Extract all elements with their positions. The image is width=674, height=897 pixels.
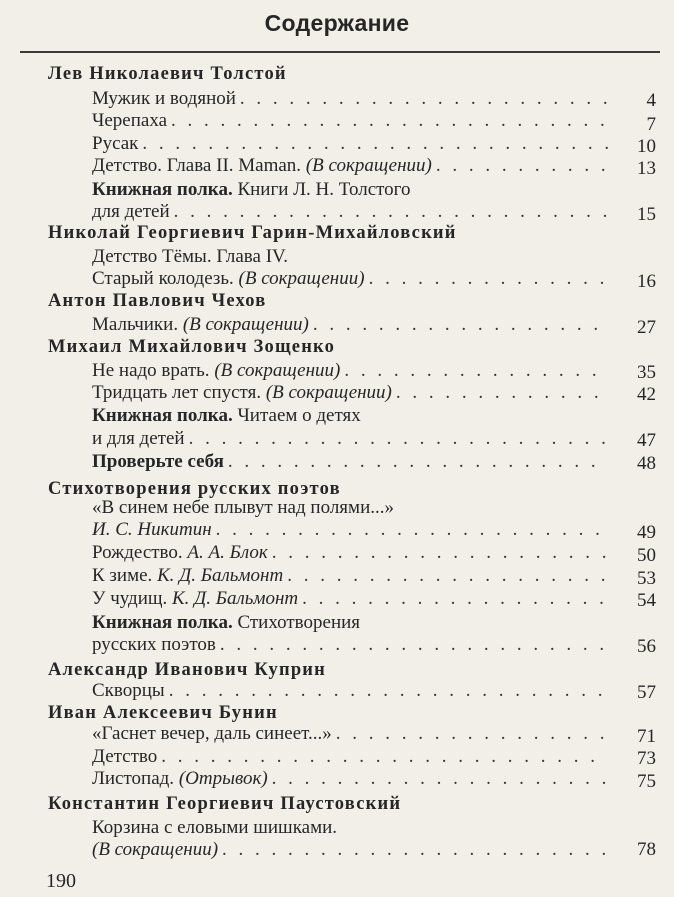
author-heading-paustovsky: Константин Георгиевич Паустовский: [48, 794, 402, 814]
toc-entry-v-sinem-nebe-author[interactable]: И. С. Никитин . . .: [92, 519, 608, 543]
toc-entry-rozhdestvo[interactable]: Рождество. А. А. Блок . . .: [92, 542, 608, 566]
toc-entry-detstvo-bunin[interactable]: Детство . . .: [92, 746, 608, 770]
toc-entry-k-zime[interactable]: К зиме. К. Д. Бальмонт . . .: [92, 565, 608, 589]
toc-entry-shelf-tolstoy[interactable]: Книжная полка. Книги Л. Н. Толстого: [92, 179, 411, 200]
leader-dots: [220, 634, 608, 656]
toc-entry-shelf-deti-cont[interactable]: и для детей . . .: [92, 428, 608, 452]
toc-entry-rusak[interactable]: Русак . . .: [92, 133, 608, 157]
page-ref-muzhik: 4: [646, 90, 656, 111]
page-ref-u-chudishch: 54: [637, 590, 656, 611]
toc-entry-malchiki[interactable]: Мальчики. (В сокращении) . . .: [92, 314, 608, 338]
page-ref-shelf-poems: 56: [637, 636, 656, 657]
page-number: 190: [46, 870, 76, 892]
toc-entry-skvortsy[interactable]: Скворцы . . .: [92, 680, 608, 704]
author-heading-kuprin: Александр Иванович Куприн: [48, 660, 327, 680]
leader-dots: [344, 360, 608, 382]
toc-entry-shelf-poems[interactable]: Книжная полка. Стихотворения: [92, 612, 361, 633]
leader-dots: [171, 110, 608, 132]
toc-entry-muzhik[interactable]: Мужик и водяной . . .: [92, 88, 608, 112]
leader-dots: [272, 768, 608, 790]
page-ref-rozhdestvo: 50: [637, 545, 656, 566]
leader-dots: [272, 542, 608, 564]
page-ref-rusak: 10: [637, 136, 656, 157]
leader-dots: [240, 88, 608, 110]
toc-entry-gasnet-vecher[interactable]: «Гаснет вечер, даль синеет...» . . .: [92, 723, 608, 747]
leader-dots: [174, 201, 608, 223]
leader-dots: [313, 314, 608, 336]
toc-entry-shelf-tolstoy-cont[interactable]: для детей . . .: [92, 201, 608, 225]
toc-entry-korzina-cont[interactable]: (В сокращении) . . .: [92, 839, 608, 863]
page-ref-korzina: 78: [637, 839, 656, 860]
author-heading-zoshchenko: Михаил Михайлович Зощенко: [48, 337, 336, 357]
toc-entry-cherepakha[interactable]: Черепаха . . .: [92, 110, 608, 134]
toc-entry-detstvo-tolstoy[interactable]: Детство. Глава II. Maman. (В сокращении) . . .: [92, 155, 608, 179]
leader-dots: [189, 428, 608, 450]
page-ref-tridtsat-let: 42: [637, 384, 656, 405]
author-heading-bunin: Иван Алексеевич Бунин: [48, 703, 278, 723]
page-ref-gasnet-vecher: 71: [637, 726, 656, 747]
toc-entry-listopad[interactable]: Листопад. (Отрывок) . . .: [92, 768, 608, 792]
toc-entry-proverte-sebya[interactable]: Проверьте себя . . .: [92, 451, 608, 475]
author-heading-chekhov: Антон Павлович Чехов: [48, 291, 267, 311]
leader-dots: [161, 746, 608, 768]
title-rule: [20, 51, 660, 53]
page-ref-shelf-tolstoy: 15: [637, 204, 656, 225]
page-ref-listopad: 75: [637, 771, 656, 792]
toc-entry-korzina[interactable]: Корзина с еловыми шишками.: [92, 817, 338, 838]
page-ref-detstvo-tolstoy: 13: [637, 158, 656, 179]
leader-dots: [302, 588, 608, 610]
toc-entry-tridtsat-let[interactable]: Тридцать лет спустя. (В сокращении) . . .: [92, 382, 608, 406]
author-heading-garin: Николай Георгиевич Гарин-Михайловский: [48, 223, 457, 243]
leader-dots: [216, 519, 608, 541]
page-ref-malchiki: 27: [637, 317, 656, 338]
page-ref-kolodez: 16: [637, 271, 656, 292]
author-heading-tolstoy: Лев Николаевич Толстой: [48, 64, 287, 84]
page-ref-detstvo-bunin: 73: [637, 748, 656, 769]
toc-entry-ne-nado-vrat[interactable]: Не надо врать. (В сокращении) . . .: [92, 360, 608, 384]
toc-entry-v-sinem-nebe[interactable]: «В синем небе плывут над полями...»: [92, 497, 394, 518]
page-title: Содержание: [264, 10, 410, 36]
toc-entry-kolodez[interactable]: Старый колодезь. (В сокращении) . . .: [92, 268, 608, 292]
toc-entry-shelf-poems-cont[interactable]: русских поэтов . . .: [92, 634, 608, 658]
leader-dots: [369, 268, 608, 290]
leader-dots: [396, 382, 608, 404]
toc-entry-u-chudishch[interactable]: У чудищ. К. Д. Бальмонт . . .: [92, 588, 608, 612]
page-ref-k-zime: 53: [637, 568, 656, 589]
leader-dots: [436, 155, 608, 177]
page-ref-cherepakha: 7: [646, 114, 656, 135]
leader-dots: [142, 133, 608, 155]
page-ref-v-sinem-nebe: 49: [637, 522, 656, 543]
page-ref-proverte-sebya: 48: [637, 453, 656, 474]
author-heading-poems: Стихотворения русских поэтов: [48, 479, 341, 499]
page-ref-skvortsy: 57: [637, 682, 656, 703]
page-ref-shelf-deti: 47: [637, 430, 656, 451]
leader-dots: [287, 565, 608, 587]
leader-dots: [169, 680, 608, 702]
leader-dots: [228, 451, 608, 473]
toc-entry-detstvo-temy[interactable]: Детство Тёмы. Глава IV.: [92, 246, 289, 267]
leader-dots: [222, 839, 608, 861]
page-ref-ne-nado-vrat: 35: [637, 362, 656, 383]
toc-entry-shelf-deti[interactable]: Книжная полка. Читаем о детях: [92, 405, 361, 426]
leader-dots: [336, 723, 608, 745]
